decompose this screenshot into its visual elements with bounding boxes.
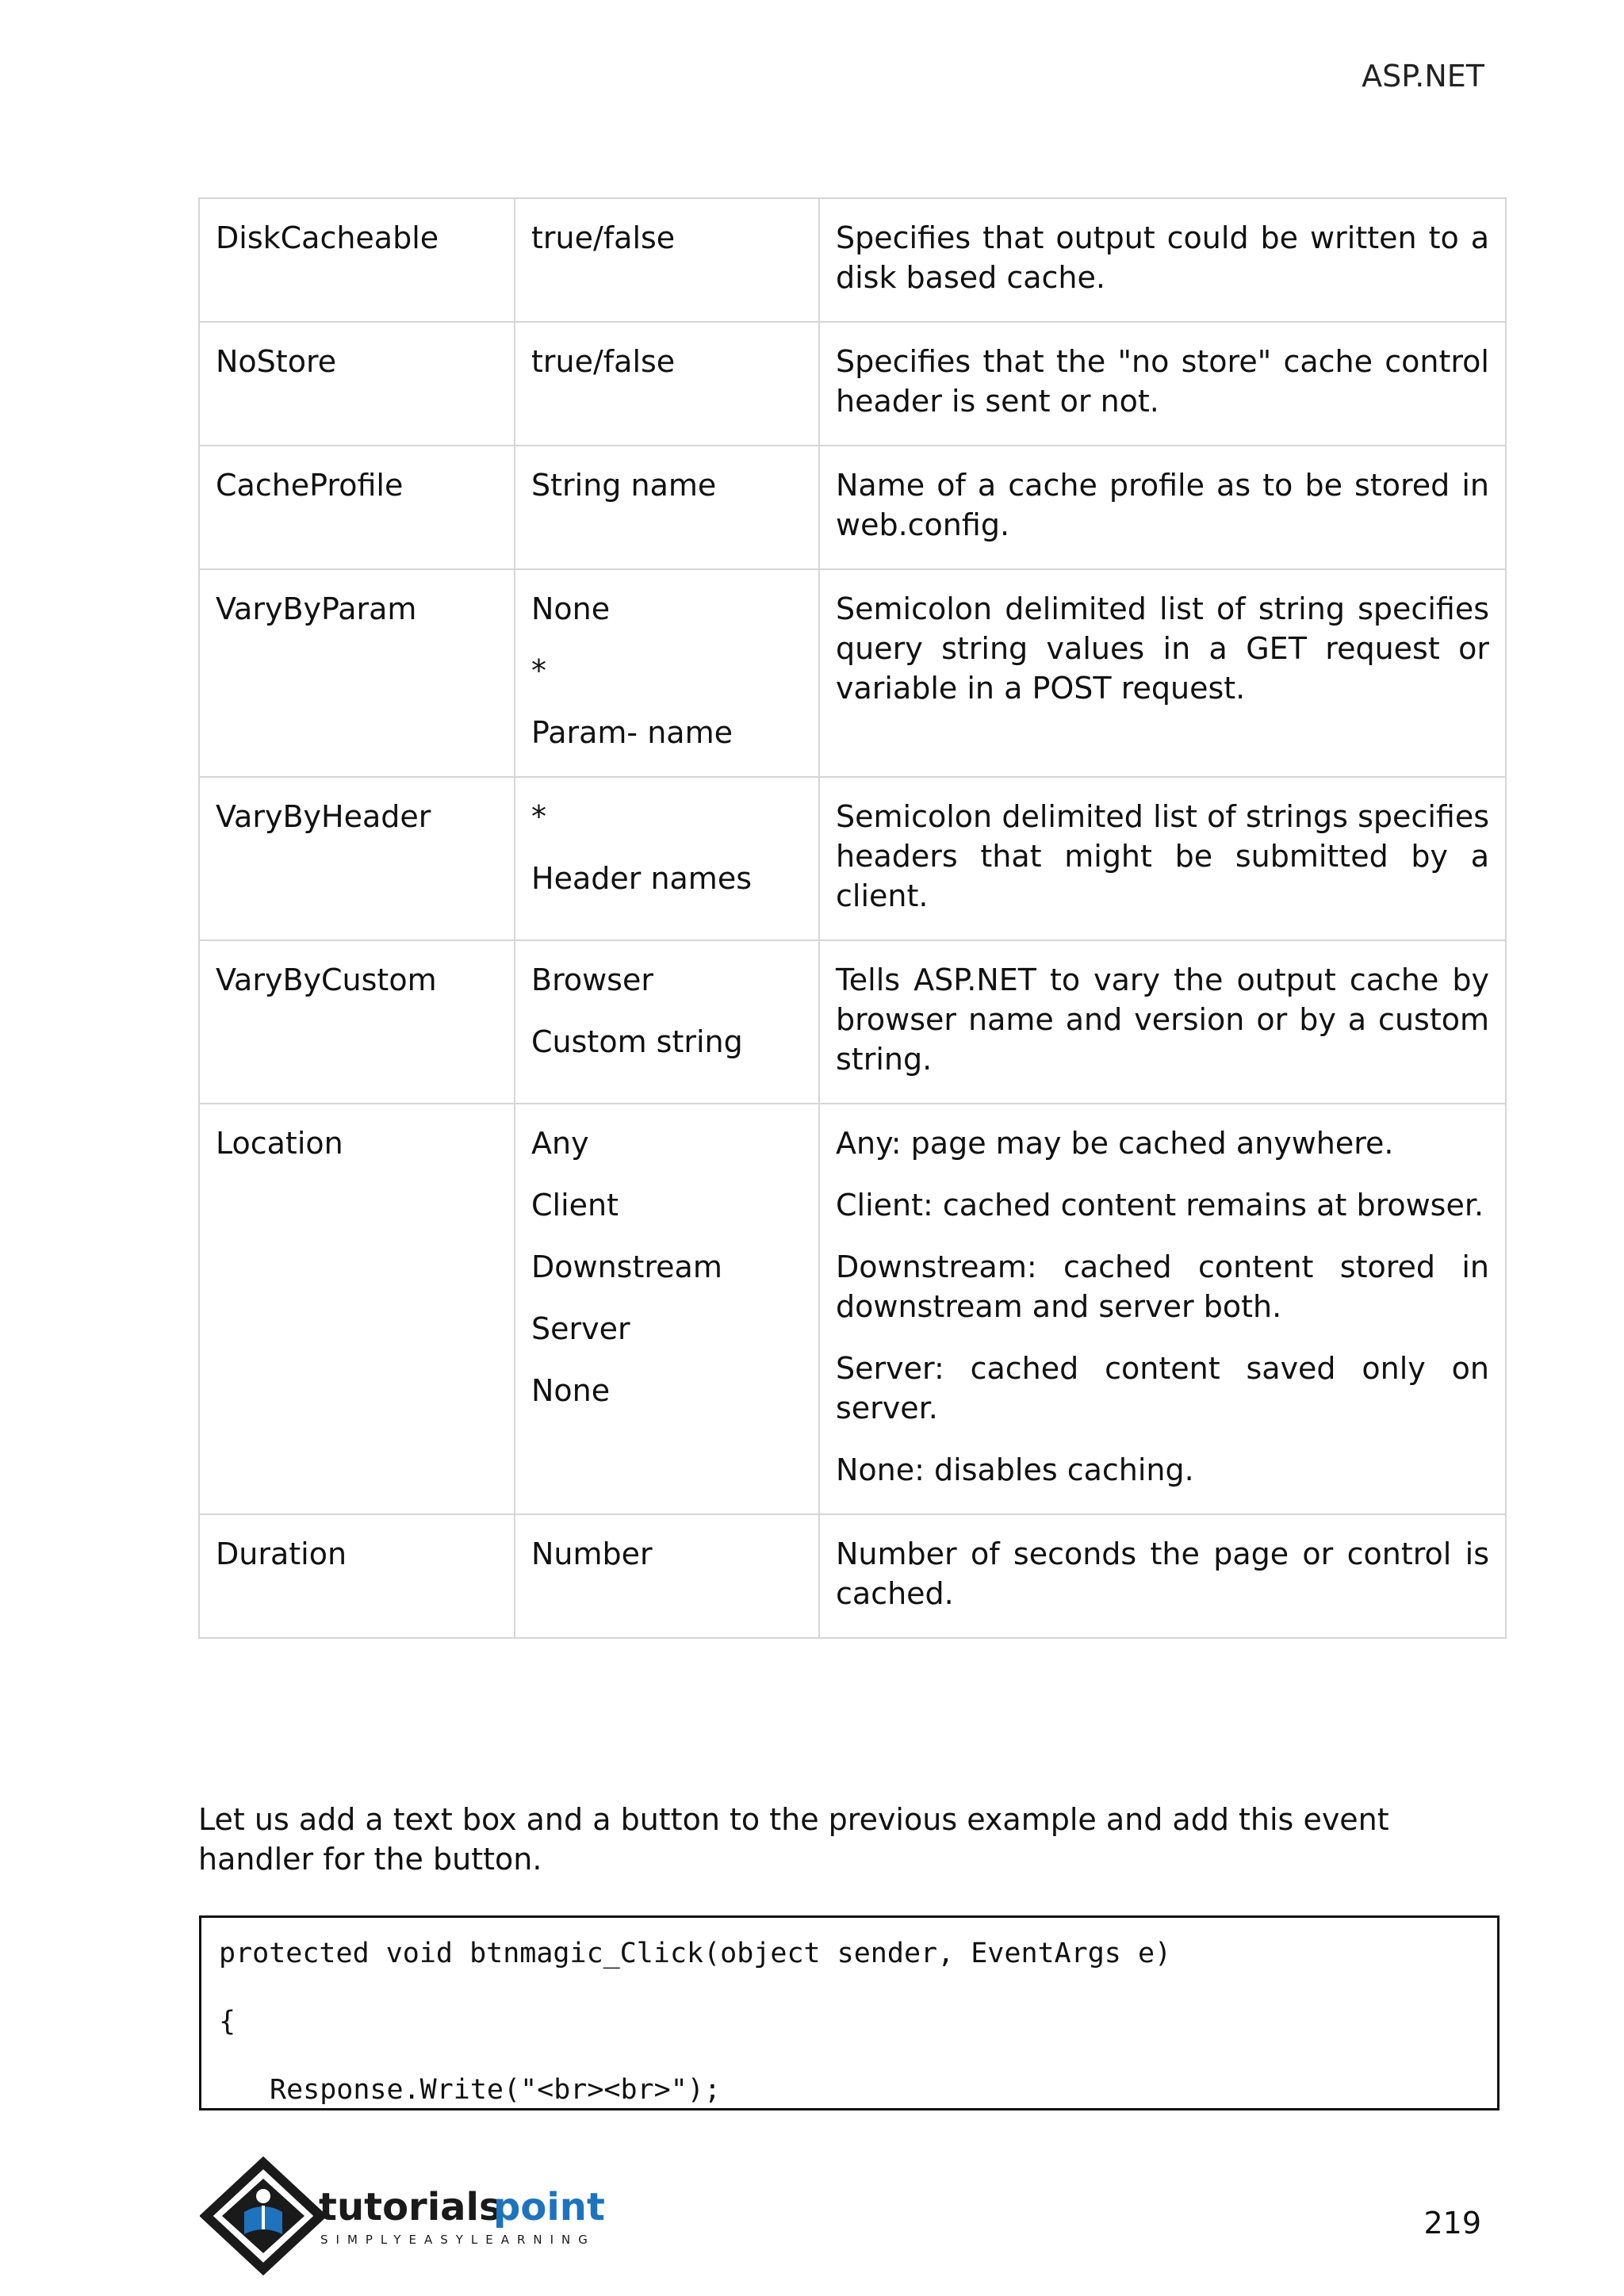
description-cell (819, 940, 1506, 1104)
table-row (199, 198, 1506, 322)
code-line: { (219, 2006, 236, 2038)
values-cell (515, 198, 819, 322)
description-text: Downstream: cached content stored in downstream and server both. (836, 1249, 1489, 1324)
attribute-cell: NoStore (199, 322, 515, 446)
tutorialspoint-logo (200, 2156, 612, 2275)
code-line: Response.Write("<br><br>"); (270, 2074, 721, 2106)
value-item: Server (531, 1311, 630, 1346)
attribute-cell: Duration (199, 1514, 515, 1638)
logo-diamond-icon (206, 2163, 320, 2269)
description-cell (819, 777, 1506, 940)
table-row (199, 1514, 1506, 1638)
description-cell (819, 198, 1506, 322)
value-item: * (531, 653, 546, 688)
description-cell (819, 322, 1506, 446)
values-cell (515, 446, 819, 569)
value-item: Browser (531, 962, 653, 997)
value-item: Param- name (531, 715, 733, 750)
value-item: true/false (531, 344, 676, 379)
description-text: Tells ASP.NET to vary the output cache by browser name and version or by a custom string. (836, 962, 1489, 1077)
description-text: Any: page may be cached anywhere. (836, 1126, 1394, 1161)
table-row (199, 777, 1506, 940)
attribute-cell: DiskCacheable (199, 198, 515, 322)
description-cell (819, 446, 1506, 569)
code-block (199, 1915, 1500, 2110)
code-line: protected void btnmagic_Click(object sender, EventArgs e) (219, 1938, 1172, 1969)
values-cell (515, 322, 819, 446)
value-item: Custom string (531, 1024, 743, 1059)
description-text: Specifies that the "no store" cache control header is sent or not. (836, 344, 1489, 419)
values-cell (515, 1104, 819, 1514)
description-text: None: disables caching. (836, 1452, 1194, 1487)
value-item: Header names (531, 861, 753, 896)
description-cell (819, 569, 1506, 777)
attribute-cell: VaryByHeader (199, 777, 515, 940)
attribute-cell: VaryByCustom (199, 940, 515, 1104)
value-item: None (531, 591, 611, 626)
value-item: Downstream (531, 1249, 722, 1284)
description-text: Semicolon delimited list of strings specifies headers that might be submitted by a client. (836, 799, 1489, 913)
values-cell (515, 569, 819, 777)
attribute-cell: VaryByParam (199, 569, 515, 777)
logo-text-main: tutorials (319, 2185, 502, 2229)
values-cell (515, 777, 819, 940)
description-text: Server: cached content saved only on server. (836, 1351, 1489, 1425)
logo-tagline: SIMPLYEASYLEARNING (320, 2233, 596, 2247)
attribute-cell: Location (199, 1104, 515, 1514)
table-row (199, 569, 1506, 777)
value-item: Client (531, 1188, 619, 1223)
logo-text-accent: point (493, 2185, 605, 2229)
description-text: Number of seconds the page or control is cached. (836, 1536, 1489, 1611)
intro-paragraph: Let us add a text box and a button to the previous example and add this event handler for the button. (198, 1802, 1389, 1877)
values-cell (515, 940, 819, 1104)
value-item: * (531, 799, 546, 834)
table-row (199, 322, 1506, 446)
table-row (199, 1104, 1506, 1514)
description-text: Client: cached content remains at browser. (836, 1188, 1484, 1223)
page-number: 219 (1423, 2206, 1481, 2241)
value-item: true/false (531, 220, 676, 255)
table-row (199, 940, 1506, 1104)
description-text: Semicolon delimited list of string specifies query string values in a GET request or variable in a POST request. (836, 591, 1489, 706)
description-cell (819, 1514, 1506, 1638)
output-cache-attributes-table (198, 197, 1507, 1639)
table-row (199, 446, 1506, 569)
value-item: None (531, 1373, 611, 1408)
description-text: Name of a cache profile as to be stored in web.config. (836, 468, 1489, 542)
value-item: String name (531, 468, 717, 503)
value-item: Number (531, 1536, 653, 1571)
page-header-title: ASP.NET (1362, 59, 1484, 94)
description-cell (819, 1104, 1506, 1514)
value-item: Any (531, 1126, 589, 1161)
attribute-cell: CacheProfile (199, 446, 515, 569)
description-text: Specifies that output could be written to a disk based cache. (836, 220, 1489, 295)
values-cell (515, 1514, 819, 1638)
